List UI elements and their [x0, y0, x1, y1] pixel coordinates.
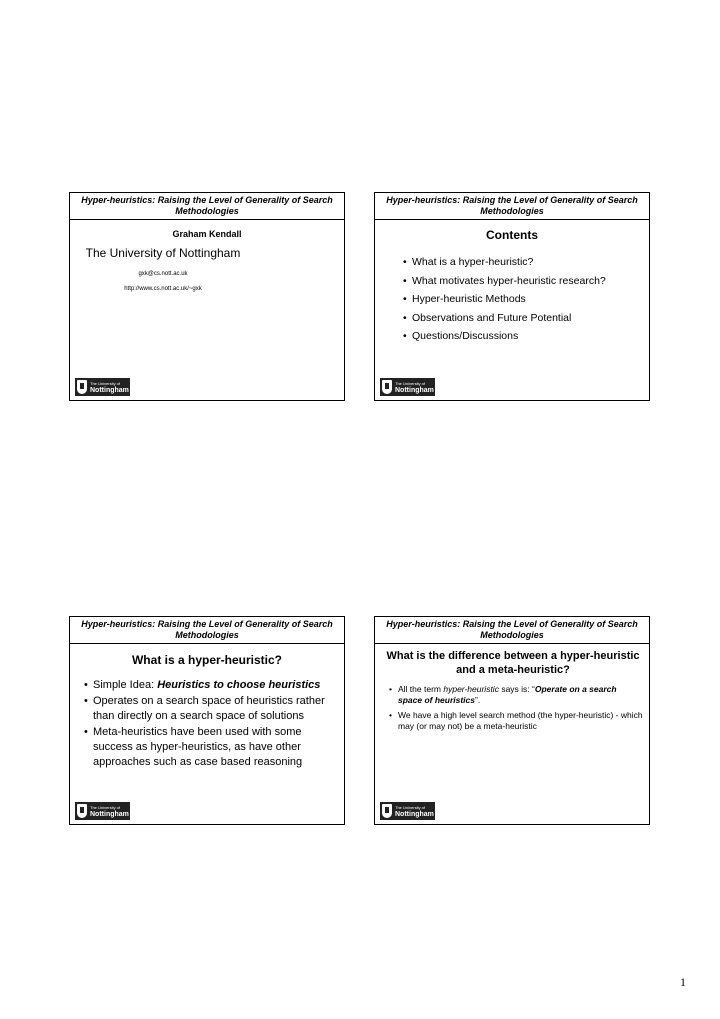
- list-item: • We have a high level search method (the hyper-heuristic) - which may (or may not) be a meta-heuristic: [389, 710, 643, 732]
- list-item: • Meta-heuristics have been used with some success as hyper-heuristics, as have other approaches such as case based reasoning: [84, 725, 340, 770]
- slide-header: Hyper-heuristics: Raising the Level of Generality of Search Methodologies: [70, 193, 344, 220]
- author-url: http://www.cs.nott.ac.uk/~gxk: [124, 286, 202, 292]
- crest-icon: [77, 380, 87, 394]
- crest-icon: [382, 804, 392, 818]
- nottingham-logo: The University of Nottingham: [380, 378, 435, 396]
- page-number: 1: [680, 975, 686, 989]
- slide-title: What is a hyper-heuristic?: [131, 653, 283, 667]
- crest-icon: [382, 380, 392, 394]
- list-item: • Questions/Discussions: [403, 328, 643, 344]
- list-item: • Operates on a search space of heuristics rather than directly on a search space of solutions: [84, 694, 340, 724]
- list-item: • Observations and Future Potential: [403, 310, 643, 326]
- author-email: gxk@cs.nott.ac.uk: [138, 271, 188, 277]
- author-name: Graham Kendall: [172, 229, 242, 239]
- slide-1: [69, 192, 345, 401]
- nottingham-logo: The University of Nottingham: [75, 378, 130, 396]
- slide-header: Hyper-heuristics: Raising the Level of Generality of Search Methodologies: [375, 193, 649, 220]
- slide-3: [69, 616, 345, 825]
- slide-2: [374, 192, 650, 401]
- list-item: • What is a hyper-heuristic?: [403, 254, 643, 270]
- slide-title: What is the difference between a hyper-heuristic and a meta-heuristic?: [386, 650, 640, 676]
- nottingham-logo: The University of Nottingham: [380, 802, 435, 820]
- list-item: • What motivates hyper-heuristic research?: [403, 273, 643, 289]
- bullet-list: [84, 678, 340, 771]
- contents-list: [403, 254, 643, 347]
- list-item: • Hyper-heuristic Methods: [403, 291, 643, 307]
- nottingham-logo: The University of Nottingham: [75, 802, 130, 820]
- university-name: The University of Nottingham: [85, 246, 241, 260]
- list-item: • All the term hyper-heuristic says is: “Operate on a search space of heuristics”.: [389, 684, 643, 706]
- slide-title: Contents: [486, 228, 538, 242]
- slide-4: [374, 616, 650, 825]
- bullet-list: [389, 684, 643, 736]
- slide-header: Hyper-heuristics: Raising the Level of Generality of Search Methodologies: [375, 617, 649, 644]
- list-item: • Simple Idea: Heuristics to choose heuristics: [84, 678, 340, 693]
- crest-icon: [77, 804, 87, 818]
- slide-header: Hyper-heuristics: Raising the Level of Generality of Search Methodologies: [70, 617, 344, 644]
